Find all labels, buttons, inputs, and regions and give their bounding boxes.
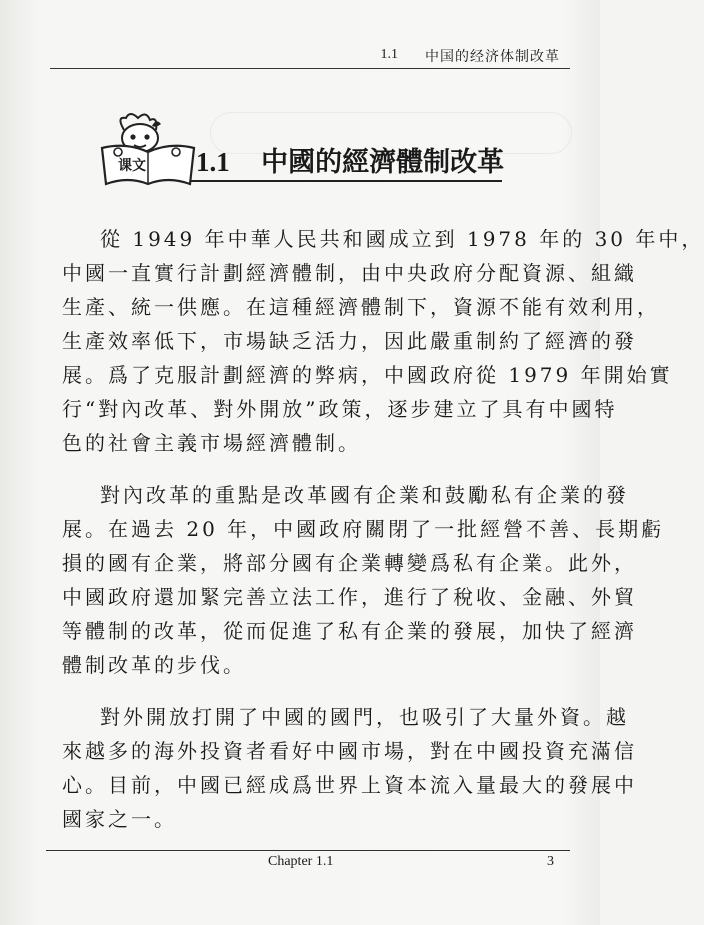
paragraph-gap [62, 682, 564, 700]
body-line: 損的國有企業，將部分國有企業轉變爲私有企業。此外， [62, 551, 637, 575]
lesson-number: 1.1 [196, 147, 230, 177]
body-line: 色的社會主義市場經濟體制。 [62, 431, 361, 455]
lesson-title-text: 中國的經濟體制改革 [261, 147, 505, 178]
body-line: 行“對內改革、對外開放”政策，逐步建立了具有中國特 [62, 397, 618, 421]
body-line: 從 1949 年中華人民共和國成立到 1978 年的 30 年中， [100, 227, 704, 251]
body-line: 心。目前，中國已經成爲世界上資本流入量最大的發展中 [62, 773, 637, 797]
header-section-title: 中国的经济体制改革 [425, 49, 560, 65]
running-footer [46, 850, 570, 869]
body-line: 生產效率低下，市場缺乏活力，因此嚴重制約了經濟的發 [62, 329, 637, 353]
body-line: 對外開放打開了中國的國門，也吸引了大量外資。越 [100, 705, 629, 729]
body-line: 等體制的改革，從而促進了私有企業的發展，加快了經濟 [62, 619, 637, 643]
lesson-badge [96, 110, 204, 190]
badge-label: 课文 [118, 158, 146, 174]
body-line: 展。在過去 20 年，中國政府關閉了一批經營不善、長期虧 [62, 517, 665, 541]
body-line: 來越多的海外投資者看好中國市場，對在中國投資充滿信 [62, 739, 637, 763]
lesson-title [196, 140, 504, 180]
body-line: 生產、統一供應。在這種經濟體制下，資源不能有效利用， [62, 295, 660, 319]
body-line: 國家之一。 [62, 807, 177, 831]
page-number: 3 [547, 854, 554, 869]
lesson-body [62, 222, 704, 836]
body-line: 對內改革的重點是改革國有企業和鼓勵私有企業的發 [100, 483, 629, 507]
paragraph-gap [62, 460, 564, 478]
body-line: 體制改革的步伐。 [62, 653, 246, 677]
header-section-number: 1.1 [380, 47, 398, 62]
child-reading-book-icon [96, 110, 204, 190]
body-line: 中國政府還加緊完善立法工作，進行了稅收、金融、外貿 [62, 585, 637, 609]
footer-chapter: Chapter 1.1 [268, 854, 334, 869]
body-line: 展。爲了克服計劃經濟的弊病，中國政府從 1979 年開始實 [62, 363, 673, 387]
running-header [50, 44, 570, 69]
body-line: 中國一直實行計劃經濟體制，由中央政府分配資源、組織 [62, 261, 637, 285]
title-underline [190, 180, 502, 182]
